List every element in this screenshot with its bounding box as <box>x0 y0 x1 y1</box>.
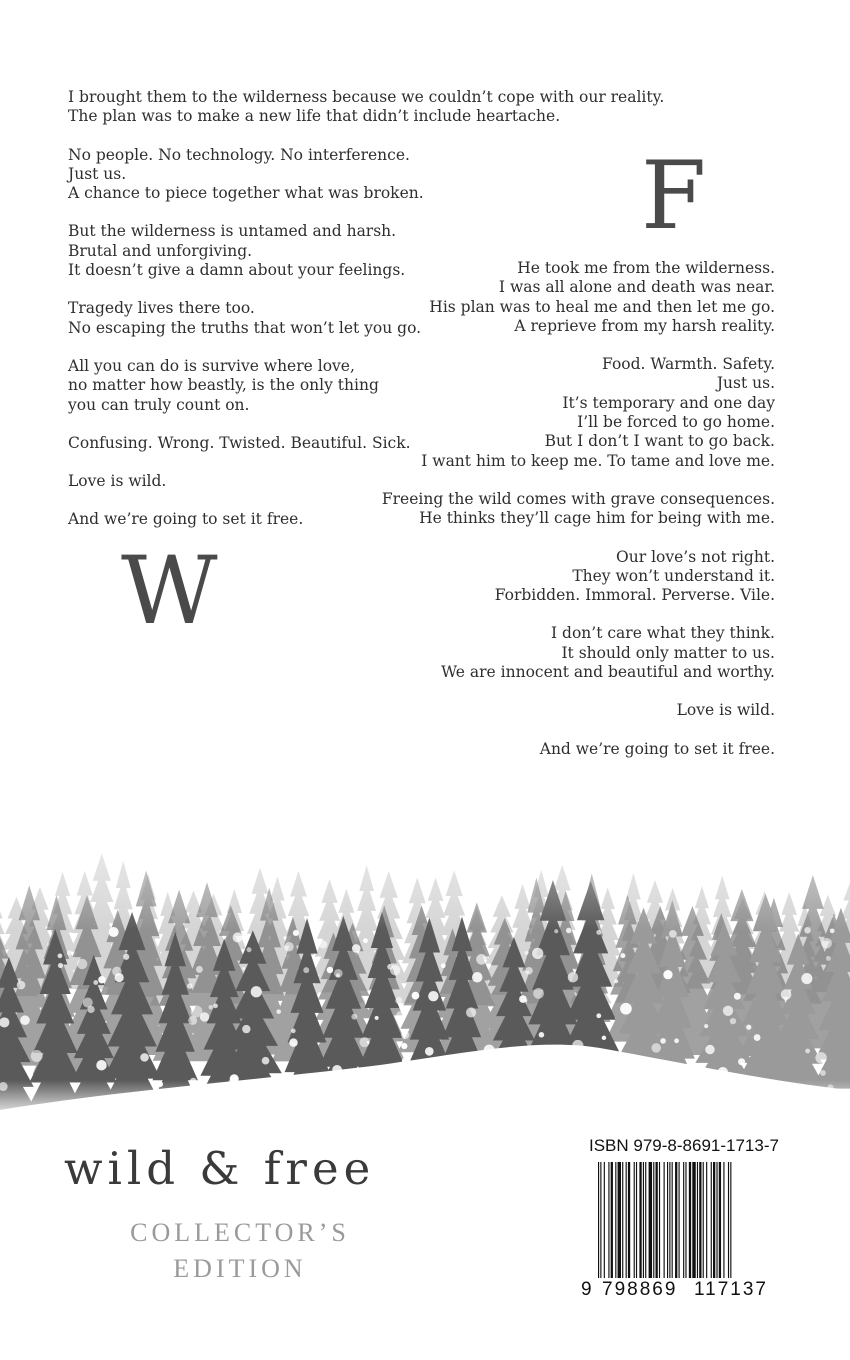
isbn-label: ISBN 979-8-8691-1713-7 <box>589 1136 779 1155</box>
stanza <box>305 624 775 682</box>
stanza-line: All you can do is survive where love, <box>68 356 355 375</box>
barcode <box>578 1160 793 1300</box>
stanza-line: His plan was to heal me and then let me go. <box>429 297 775 316</box>
stanza-line: It doesn’t give a damn about your feelings. <box>68 261 406 280</box>
right-blurb <box>305 259 775 778</box>
stanza-line: no matter how beastly, is the only thing <box>68 376 379 395</box>
stanza-line: Just us. <box>68 164 127 183</box>
stanza-line: Love is wild. <box>68 472 167 491</box>
initial-w: W <box>121 537 218 646</box>
stanza-line: Food. Warmth. Safety. <box>602 355 775 374</box>
stanza-line: But I don’t I want to go back. <box>544 432 775 451</box>
stanza <box>305 259 775 336</box>
stanza-line: A reprieve from my harsh reality. <box>514 316 775 335</box>
stanza-line: Freeing the wild comes with grave consequences. <box>381 489 775 508</box>
stanza-line: They won’t understand it. <box>572 566 775 585</box>
book-title: wild & free <box>64 1142 376 1195</box>
stanza-line: It’s temporary and one day <box>562 393 775 412</box>
stanza-line: Our love’s not right. <box>616 547 775 566</box>
stanza-line: He took me from the wilderness. <box>517 259 775 277</box>
initial-f: F <box>641 142 707 251</box>
stanza-line: No escaping the truths that won’t let you go. <box>68 318 422 337</box>
stanza <box>68 88 665 127</box>
stanza-line: I want him to keep me. To tame and love me. <box>421 451 775 470</box>
edition-label-line1: COLLECTOR’S <box>130 1218 350 1247</box>
stanza-line: Love is wild. <box>676 701 775 720</box>
stanza-line: The plan was to make a new life that didn’t include heartache. <box>68 107 561 126</box>
barcode-digits-group2: 117137 <box>694 1279 768 1300</box>
stanza-line: I was all alone and death was near. <box>498 278 775 297</box>
edition-label-line2: EDITION <box>173 1254 307 1283</box>
stanza-line: Confusing. Wrong. Twisted. Beautiful. Sick. <box>68 433 411 452</box>
stanza <box>305 740 775 759</box>
stanza <box>68 146 488 204</box>
stanza-line: And we’re going to set it free. <box>539 739 775 758</box>
stanza-line: I don’t care what they think. <box>551 624 775 643</box>
stanza <box>305 490 775 529</box>
stanza-line: Just us. <box>716 374 775 393</box>
stanza-line: Forbidden. Immoral. Perverse. Vile. <box>494 586 775 605</box>
stanza-line: A chance to piece together what was broken. <box>68 184 424 203</box>
stanza <box>305 548 775 606</box>
stanza-line: But the wilderness is untamed and harsh. <box>68 222 397 241</box>
stanza-line: And we’re going to set it free. <box>68 510 304 529</box>
stanza-line: you can truly count on. <box>68 395 250 414</box>
barcode-lead-digit: 9 <box>581 1279 592 1300</box>
stanza <box>305 355 775 471</box>
stanza-line: Brutal and unforgiving. <box>68 241 253 260</box>
stanza-line: We are innocent and beautiful and worthy. <box>441 663 775 682</box>
barcode-digits-group1: 798869 <box>602 1279 678 1300</box>
stanza-line: I brought them to the wilderness because we couldn’t cope with our reality. <box>68 88 665 106</box>
snowy-forest-illustration <box>0 780 850 1120</box>
stanza <box>305 701 775 720</box>
stanza-line: No people. No technology. No interference. <box>68 145 410 164</box>
stanza-line: It should only matter to us. <box>561 643 775 662</box>
stanza-line: I’ll be forced to go home. <box>577 413 775 432</box>
stanza-line: Tragedy lives there too. <box>68 299 255 318</box>
stanza-line: He thinks they’ll cage him for being with me. <box>419 509 775 528</box>
